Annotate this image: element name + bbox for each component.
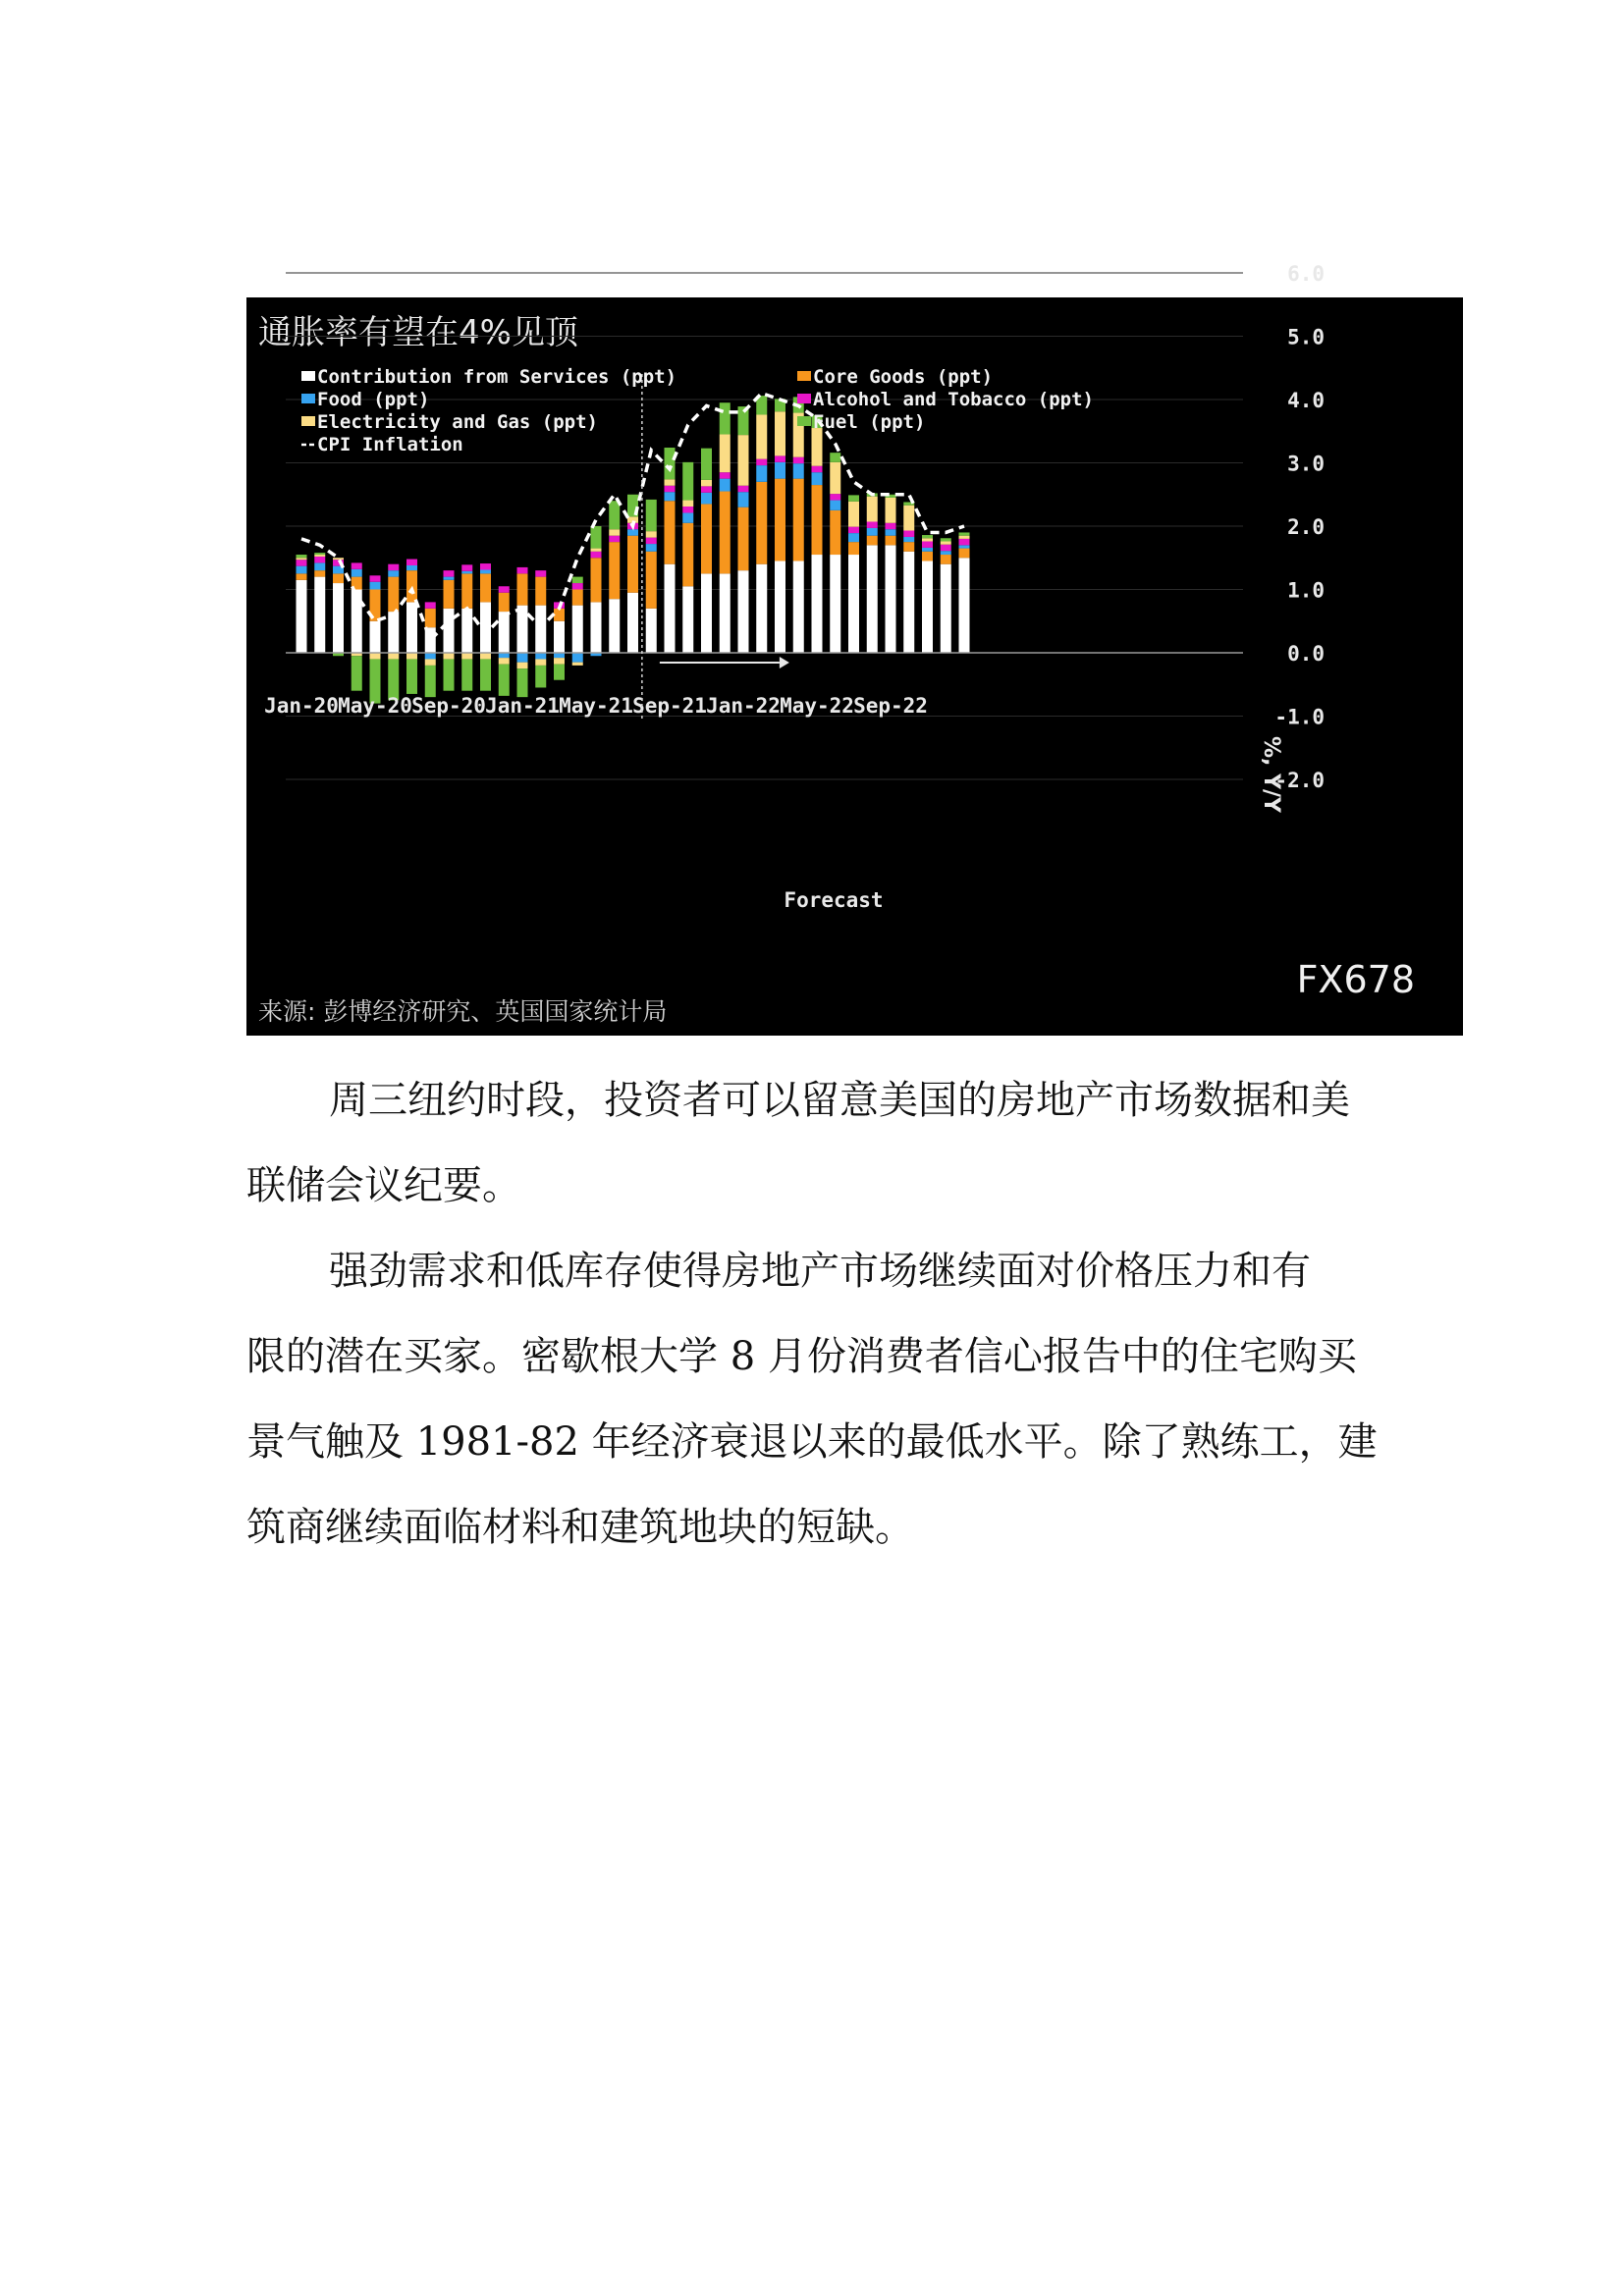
- bar-segment: [793, 463, 804, 478]
- bar-segment: [922, 538, 933, 541]
- bar-segment: [646, 544, 657, 552]
- bar-segment: [959, 545, 970, 548]
- bar-segment: [591, 526, 602, 549]
- bar-segment: [554, 665, 565, 680]
- bar-segment: [830, 501, 840, 510]
- bar-segment: [370, 582, 381, 590]
- bar-segment: [314, 570, 325, 576]
- bar-segment: [370, 653, 381, 659]
- inflation-chart-figure: [246, 262, 1463, 1036]
- bar-segment: [333, 558, 344, 560]
- bar-segment: [591, 558, 602, 602]
- bar-segment: [775, 462, 785, 479]
- bar-segment: [406, 565, 417, 570]
- bar-segment: [665, 492, 676, 501]
- paragraph-2-line-4: 筑商继续面临材料和建筑地块的短缺。: [246, 1505, 914, 1550]
- bar-segment: [922, 561, 933, 653]
- bar-segment: [701, 480, 712, 486]
- x-tick-label: May-21: [559, 694, 633, 718]
- bar-segment: [352, 569, 362, 577]
- bar-segment: [959, 539, 970, 545]
- legend-swatch: [797, 371, 811, 381]
- paragraph-1-line-2: 联储会议纪要。: [246, 1163, 521, 1208]
- legend-label: Core Goods (ppt): [813, 366, 994, 388]
- bar-segment: [314, 553, 325, 555]
- bar-segment: [333, 573, 344, 583]
- bar-segment: [461, 609, 472, 653]
- bar-segment: [812, 555, 823, 653]
- y-tick-label: 4.0: [1287, 389, 1325, 412]
- y-tick-label: -1.0: [1274, 705, 1325, 729]
- x-tick-label: Jan-22: [706, 694, 781, 718]
- bar-segment: [609, 542, 620, 599]
- bar-segment: [425, 666, 436, 697]
- bar-segment: [775, 561, 785, 653]
- bar-segment: [517, 668, 528, 697]
- bar-segment: [388, 577, 399, 612]
- x-tick-label: Sep-21: [632, 694, 707, 718]
- bar-segment: [572, 590, 583, 606]
- bar-segment: [499, 593, 510, 612]
- bar-segment: [665, 479, 676, 485]
- bar-segment: [444, 653, 455, 659]
- bar-segment: [627, 593, 638, 653]
- bar-segment: [886, 536, 896, 546]
- bar-segment: [848, 555, 859, 653]
- bar-segment: [646, 552, 657, 609]
- bar-segment: [848, 502, 859, 527]
- bar-segment: [406, 560, 417, 565]
- bar-segment: [370, 621, 381, 653]
- bar-segment: [535, 577, 546, 606]
- bar-segment: [646, 609, 657, 653]
- bar-segment: [867, 521, 878, 527]
- bar-segment: [941, 538, 951, 541]
- bar-segment: [903, 537, 914, 542]
- bar-segment: [370, 575, 381, 581]
- bar-segment: [775, 411, 785, 455]
- y-tick-label: 0.0: [1287, 642, 1325, 666]
- bar-segment: [720, 472, 731, 478]
- legend-label: Alcohol and Tobacco (ppt): [813, 389, 1094, 410]
- legend-label: Contribution from Services (ppt): [317, 366, 677, 388]
- bar-segment: [609, 599, 620, 653]
- x-tick-label: Sep-20: [411, 694, 486, 718]
- bar-segment: [297, 573, 307, 579]
- bar-segment: [406, 653, 417, 659]
- bar-segment: [922, 541, 933, 547]
- bar-segment: [720, 434, 731, 472]
- bar-segment: [886, 545, 896, 653]
- bar-segment: [609, 501, 620, 529]
- bar-segment: [738, 570, 749, 653]
- bar-segment: [425, 609, 436, 627]
- bar-segment: [701, 449, 712, 480]
- bar-segment: [959, 536, 970, 539]
- y-tick-label: 5.0: [1287, 325, 1325, 349]
- y-tick-label: 3.0: [1287, 452, 1325, 476]
- bar-segment: [886, 529, 896, 535]
- bar-segment: [756, 482, 767, 564]
- bar-segment: [830, 494, 840, 500]
- bar-segment: [297, 555, 307, 558]
- chart-title: 通胀率有望在4%见顶: [258, 313, 578, 352]
- bar-segment: [738, 435, 749, 486]
- bar-segment: [388, 564, 399, 570]
- bar-segment: [682, 501, 693, 507]
- bar-segment: [535, 570, 546, 576]
- bar-segment: [665, 564, 676, 653]
- bar-segment: [517, 573, 528, 605]
- bar-segment: [756, 465, 767, 482]
- y-tick-label: 2.0: [1287, 515, 1325, 539]
- bar-segment: [499, 658, 510, 664]
- bar-segment: [959, 532, 970, 535]
- paragraph-1-line-1: 周三纽约时段，投资者可以留意美国的房地产市场数据和美: [329, 1078, 1350, 1123]
- bar-segment: [517, 663, 528, 668]
- bar-segment: [499, 653, 510, 658]
- bar-segment: [461, 571, 472, 574]
- bar-segment: [406, 659, 417, 693]
- bar-segment: [535, 653, 546, 659]
- bar-segment: [444, 609, 455, 653]
- bar-segment: [830, 555, 840, 653]
- paragraph-2-line-2: 限的潜在买家。密歇根大学 8 月份消费者信心报告中的住宅购买: [246, 1334, 1357, 1379]
- bar-segment: [922, 535, 933, 538]
- bar-segment: [959, 549, 970, 559]
- bar-segment: [352, 656, 362, 690]
- bar-segment: [812, 428, 823, 466]
- bar-segment: [609, 529, 620, 535]
- bar-segment: [352, 562, 362, 568]
- legend-swatch: [301, 371, 315, 381]
- bar-segment: [848, 533, 859, 542]
- bar-segment: [812, 472, 823, 485]
- y-tick-label: 6.0: [1287, 262, 1325, 286]
- bar-segment: [793, 479, 804, 561]
- bar-segment: [517, 567, 528, 573]
- bar-segment: [848, 542, 859, 555]
- legend-swatch: [797, 394, 811, 403]
- legend-swatch: [797, 416, 811, 426]
- bar-segment: [775, 479, 785, 561]
- bar-segment: [775, 455, 785, 461]
- bar-segment: [903, 506, 914, 531]
- bar-segment: [756, 414, 767, 458]
- bar-segment: [461, 659, 472, 690]
- bar-segment: [665, 486, 676, 492]
- bar-segment: [886, 523, 896, 529]
- bar-segment: [627, 536, 638, 593]
- bar-segment: [812, 485, 823, 555]
- bar-segment: [941, 551, 951, 555]
- legend-swatch: [301, 416, 315, 426]
- bar-segment: [444, 577, 455, 580]
- bar-segment: [720, 402, 731, 434]
- bar-segment: [941, 545, 951, 551]
- bar-segment: [535, 659, 546, 665]
- bar-segment: [903, 531, 914, 537]
- bar-segment: [406, 570, 417, 602]
- y-tick-label: 1.0: [1287, 578, 1325, 603]
- bar-segment: [480, 573, 491, 602]
- bar-segment: [903, 552, 914, 653]
- bar-segment: [646, 500, 657, 531]
- bar-segment: [499, 665, 510, 696]
- bar-segment: [461, 573, 472, 608]
- bar-segment: [682, 507, 693, 512]
- bar-segment: [388, 653, 399, 659]
- x-tick-label: May-22: [780, 694, 854, 718]
- bar-segment: [554, 653, 565, 658]
- bar-segment: [297, 580, 307, 653]
- bar-segment: [609, 536, 620, 542]
- bar-segment: [297, 566, 307, 574]
- bar-segment: [627, 529, 638, 535]
- bar-segment: [572, 606, 583, 653]
- bar-segment: [480, 659, 491, 690]
- bar-segment: [535, 666, 546, 688]
- bar-segment: [572, 653, 583, 663]
- bar-segment: [682, 523, 693, 587]
- bar-segment: [738, 486, 749, 492]
- y-tick-label: -2.0: [1274, 769, 1325, 792]
- bar-segment: [903, 542, 914, 552]
- forecast-label: Forecast: [784, 888, 884, 912]
- bar-segment: [941, 555, 951, 564]
- bar-segment: [793, 457, 804, 463]
- bar-segment: [333, 583, 344, 653]
- paragraph-2-line-3: 景气触及 1981-82 年经济衰退以来的最低水平。除了熟练工，建: [246, 1419, 1378, 1465]
- legend-label: Electricity and Gas (ppt): [317, 411, 598, 433]
- bar-segment: [682, 462, 693, 501]
- bar-segment: [314, 562, 325, 570]
- bar-segment: [922, 548, 933, 552]
- bar-segment: [848, 527, 859, 533]
- bar-segment: [314, 555, 325, 557]
- bar-segment: [922, 552, 933, 561]
- bar-segment: [297, 560, 307, 565]
- bar-segment: [406, 602, 417, 653]
- bar-segment: [701, 493, 712, 505]
- bar-segment: [499, 586, 510, 592]
- bar-segment: [297, 558, 307, 560]
- bar-segment: [830, 462, 840, 494]
- paragraph-2: [246, 1229, 1385, 1571]
- bar-segment: [665, 448, 676, 479]
- bar-segment: [756, 564, 767, 653]
- bar-segment: [886, 498, 896, 523]
- bar-segment: [848, 495, 859, 501]
- x-tick-label: May-20: [338, 694, 412, 718]
- bar-segment: [720, 573, 731, 653]
- y-axis-label: %, Y/Y: [1259, 736, 1283, 813]
- bar-segment: [701, 486, 712, 492]
- bar-segment: [867, 545, 878, 653]
- bar-segment: [793, 561, 804, 653]
- bar-segment: [572, 577, 583, 583]
- bar-segment: [720, 492, 731, 574]
- bar-segment: [572, 663, 583, 666]
- bar-segment: [554, 609, 565, 621]
- bar-segment: [314, 557, 325, 562]
- legend-swatch: [301, 394, 315, 403]
- bar-segment: [591, 602, 602, 653]
- bar-segment: [480, 570, 491, 574]
- bar-segment: [314, 577, 325, 653]
- bar-segment: [720, 479, 731, 492]
- bar-segment: [959, 558, 970, 653]
- bar-segment: [480, 653, 491, 659]
- bar-segment: [812, 466, 823, 472]
- bar-segment: [425, 602, 436, 608]
- bar-segment: [554, 658, 565, 664]
- bar-segment: [444, 570, 455, 576]
- bar-segment: [701, 504, 712, 573]
- paragraph-2-line-1: 强劲需求和低库存使得房地产市场继续面对价格压力和有: [329, 1249, 1311, 1294]
- bar-segment: [830, 510, 840, 555]
- bar-segment: [701, 573, 712, 653]
- bar-segment: [554, 621, 565, 653]
- bar-segment: [867, 536, 878, 546]
- chart-watermark: FX678: [1296, 958, 1415, 1001]
- inflation-chart: [246, 262, 1463, 1036]
- bar-segment: [444, 659, 455, 690]
- bar-segment: [425, 653, 436, 659]
- bar-segment: [591, 549, 602, 552]
- bar-segment: [646, 531, 657, 537]
- bar-segment: [682, 512, 693, 522]
- bar-segment: [572, 583, 583, 589]
- bar-segment: [646, 538, 657, 544]
- bar-segment: [867, 497, 878, 522]
- bar-segment: [941, 564, 951, 653]
- x-tick-label: Jan-20: [264, 694, 339, 718]
- bar-segment: [480, 602, 491, 653]
- bar-segment: [867, 528, 878, 536]
- bar-segment: [444, 580, 455, 609]
- bar-segment: [682, 586, 693, 653]
- bar-segment: [738, 492, 749, 507]
- paragraph-1: [246, 1058, 1385, 1229]
- bar-segment: [517, 653, 528, 663]
- bar-segment: [738, 507, 749, 571]
- bar-segment: [941, 541, 951, 544]
- bar-segment: [425, 659, 436, 665]
- bar-segment: [517, 606, 528, 653]
- bar-segment: [461, 653, 472, 659]
- legend-label: Fuel (ppt): [813, 411, 926, 433]
- bar-segment: [830, 453, 840, 462]
- bar-segment: [480, 563, 491, 569]
- legend-label: Food (ppt): [317, 389, 430, 410]
- bar-segment: [499, 612, 510, 653]
- bar-segment: [665, 501, 676, 564]
- x-tick-label: Jan-21: [485, 694, 560, 718]
- legend-label: CPI Inflation: [317, 434, 463, 455]
- bar-segment: [461, 564, 472, 570]
- chart-source: 来源: 彭博经济研究、英国国家统计局: [258, 997, 668, 1026]
- bar-segment: [388, 570, 399, 576]
- x-tick-label: Sep-22: [853, 694, 928, 718]
- bar-segment: [756, 459, 767, 465]
- bar-segment: [591, 552, 602, 558]
- bar-segment: [388, 612, 399, 653]
